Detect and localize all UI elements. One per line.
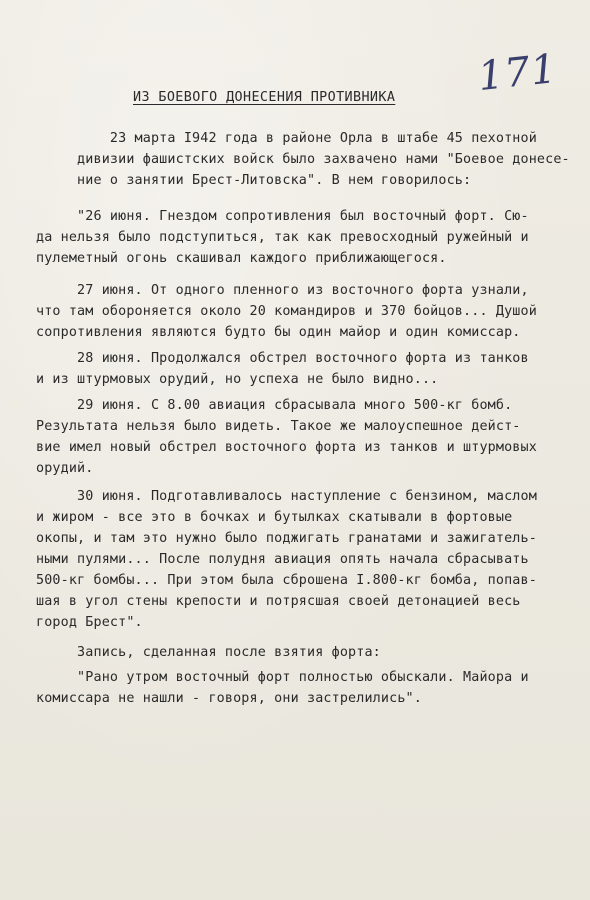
- paragraph-record-text: "Рано утром восточный форт полностью обыскали. Майора и комиссара не нашли - говоря, они застрелились".: [36, 670, 529, 706]
- handwritten-page-number: 171: [475, 45, 560, 101]
- paragraph-june-27: 27 июня. От одного пленного из восточного форта узнали, что там обороняется около 20 командиров и 370 бойцов... Душой сопротивления являются будто бы один майор и один комиссар.: [36, 283, 537, 340]
- paragraph-june-28: 28 июня. Продолжался обстрел восточного форта из танков и из штурмовых орудий, но успеха не было видно...: [36, 351, 529, 387]
- document-title: ИЗ БОЕВОГО ДОНЕСЕНИЯ ПРОТИВНИКА: [133, 90, 396, 105]
- paragraph-june-29: 29 июня. С 8.00 авиация сбрасывала много 500-кг бомб. Результата нельзя было видеть. Такое же малоуспешное дейст- вие имел новый обстрел восточного форта из танков и штурмовых орудий.: [36, 398, 537, 476]
- paragraph-record-heading: Запись, сделанная после взятия форта:: [36, 645, 381, 660]
- paragraph-intro: 23 марта I942 года в районе Орла в штабе 45 пехотной дивизии фашистских войск было захвачено нами "Боевое донесе- ние о занятии Брест-Литовска". В нем говорилось:: [77, 131, 570, 188]
- paragraph-june-26: "26 июня. Гнездом сопротивления был восточный форт. Сю- да нельзя было подступиться, так как превосходный ружейный и пулеметный огонь скашивал каждого приближающегося.: [36, 209, 529, 266]
- paragraph-june-30: 30 июня. Подготавливалось наступление с бензином, маслом и жиром - все это в бочках и бутылках скатывали в фортовые окопы, и там это нужно было поджигать гранатами и зажигатель- ными пулями... После полудня авиация опять начала сбрасывать 500-кг бомбы... При этом была сброшена I.800-кг бомба, попав- шая в угол стены крепости и потрясшая своей детонацией весь город Брест".: [36, 489, 537, 630]
